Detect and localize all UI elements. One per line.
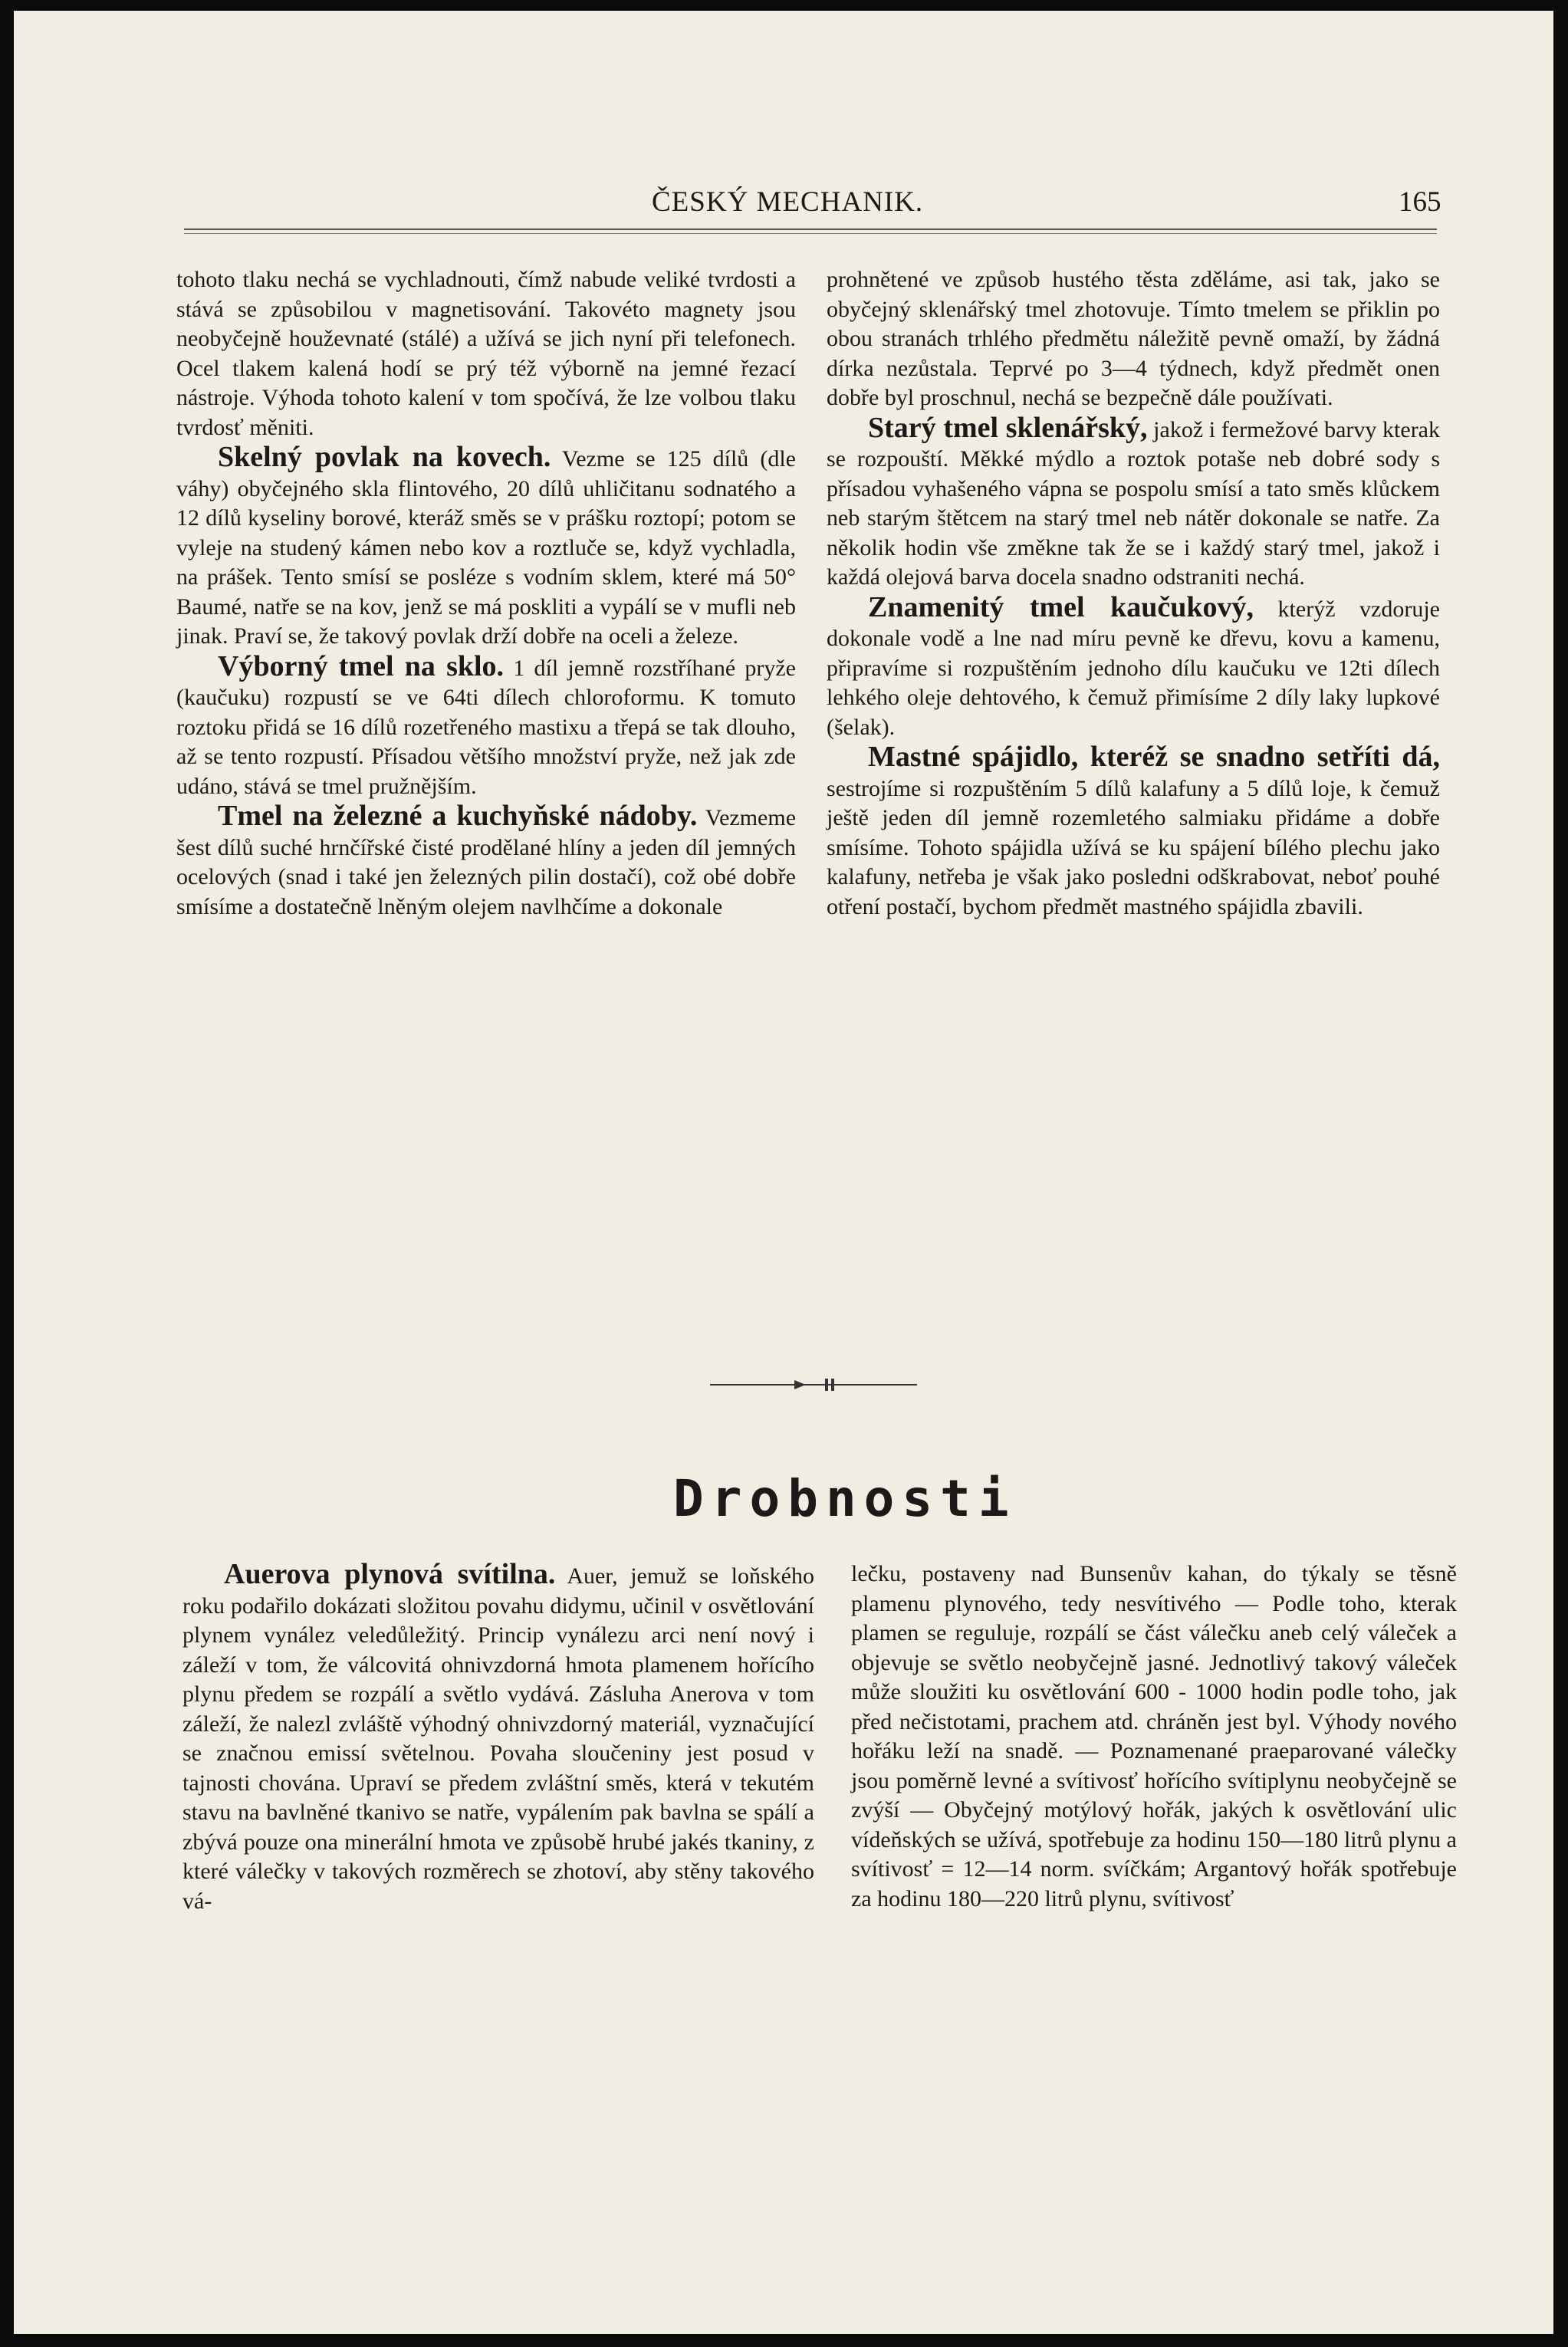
article-heading: Skelný povlak na kovech. [218, 441, 551, 473]
running-header: ČESKÝ MECHANIK. [652, 186, 924, 218]
article-skelny-povlak [176, 442, 796, 652]
article-tmel-nadoby [176, 801, 796, 922]
continued-paragraph: lečku, postaveny nad Bunsenův kahan, do týkaly se těsně plamenu plynového, tedy nesvítivého — Podle toho, kterak plamen se reguluje, rozpálí se část válečku aneb celý váleček a objevuje se světlo neobyčejně jasné. Jednotlivý takový váleček může sloužiti ku osvětlování 600 - 1000 hodin podle toho, jak před nečistotami, prachem atd. chráněn jest byl. Výhody nového hořáku leží na snadě. — Poznamenané praeparované válečky jsou poměrně levné a svítivosť hořícího svítiplynu neobyčejně se zvýší — Obyčejný motýlový hořák, jakých k osvětlování ulic vídeňských se užívá, spotřebuje za hodinu 150—180 litrů plynu a svítivosť = 12—14 norm. svíčkám; Argantový hořák spotřebuje za hodinu 180—220 litrů plynu, svítivosť [851, 1561, 1457, 1911]
page-number: 165 [1399, 186, 1441, 218]
article-body: Auer, jemuž se loňského roku podařilo dokázati složitou povahu didymu, učinil v osvětlování plynem vynález veledůležitý. Princip vynálezu arci není nový i záleží v tom, že válcovitá ohnivzdorná hmota plamenem hořícího plynu předem se rozpálí a světlo vydává. Zásluha Anerova v tom záleží, že nalezl zvláště výhodný ohnivzdorný materiál, vyznačující se značnou emissí světelnou. Povaha sloučeniny jest posud v tajnosti chována. Upraví se předem zvláštní směs, která v tekutém stavu na bavlněné tkanivo se natře, vypálením pak bavlna se spálí a zbývá pouze ona minerální hmota ve způsobě hrubé jakés tkaniny, z které válečky v takových rozměrech se zhotoví, aby stěny takového vá- [182, 1563, 814, 1914]
top-left-column [176, 265, 796, 922]
continued-paragraph: prohnětené ve způsob hustého těsta zděláme, asi tak, jako se obyčejný sklenářský tmel zhotovuje. Tímto tmelem se přiklin po obou stranách trhlého předmětu náležitě pevně omaží, by žádná dírka nezůstala. Teprvé po 3—4 týdnech, když předmět onen dobře byl proschnul, nechá se bezpečně dále používati. [827, 267, 1440, 410]
article-vyborny-tmel [176, 649, 796, 802]
article-body: 1 díl jemně rozstříhané pryže (kaučuku) rozpustí se ve 64ti dílech chloroformu. K tomuto roztoku přidá se 16 dílů rozetřeného mastixu a třepá se tak dlouho, až se tento rozpustí. Přísadou většího množství pryže, než jak zde udáno, stává se tmel pružnějším. [176, 655, 796, 799]
article-heading: Výborný tmel na sklo. [218, 649, 505, 682]
article-auerova-svitilna [182, 1560, 814, 1916]
article-heading: Starý tmel sklenářský, [868, 411, 1148, 444]
section-title: Drobnosti [673, 1469, 1017, 1528]
continued-paragraph: tohoto tlaku nechá se vychladnouti, čímž nabude veliké tvrdosti a stává se způsobilou v magnetisování. Takovéto magnety jsou neobyčejně houževnaté (stálé) a užívá se jich nyní při telefonech. Ocel tlakem kalená hodí se prý též výborně na jemné řezací nástroje. Výhoda tohoto kalení v tom spočívá, že lze volbou tlaku tvrdosť měniti. [176, 267, 796, 440]
article-tmel-kaucukovy [827, 590, 1440, 743]
header-rule [184, 228, 1437, 234]
document-page [14, 11, 1553, 2334]
article-body: Vezme se 125 dílů (dle váhy) obyčejného skla flintového, 20 dílů uhličitanu sodnatého a 12 dílů kyseliny borové, kteráž směs se v prášku roztopí; potom se vyleje na studený kámen nebo kov a roztluče se, když vychladla, na prášek. Tento smísí se posléze s vodním sklem, které má 50° Baumé, natře se na kov, jenž se má poskliti a vypálí se v mufli neb jinak. Praví se, že takový povlak drží dobře na oceli a železe. [176, 446, 796, 649]
article-body: kterýž vzdoruje dokonale vodě a lne nad míru pevně ke dřevu, kovu a kamenu, připravíme si rozpuštěním jednoho dílu kaučuku ve 12ti dílech lehkého oleje dehtového, k čemuž přimísíme 2 díly laky lupkové (šelak). [827, 596, 1440, 740]
top-right-column [827, 265, 1440, 922]
article-heading: Znamenitý tmel kaučukový, [868, 590, 1254, 623]
bottom-left-column [182, 1560, 814, 1916]
article-heading: Auerova plynová svítilna. [224, 1558, 556, 1590]
article-body: jakož i fermežové barvy kterak se rozpouští. Měkké mýdlo a roztok potaše neb dobré sody s přísadou vyhašeného vápna se pospolu smísí a tato směs klůckem neb starým štětcem na starý tmel neb nátěr dokonale se natře. Za několik hodin vše změkne tak že se i každý starý tmel, jakož i každá olejová barva docela snadno odstraniti nechá. [827, 416, 1440, 590]
article-body: Vezmeme šest dílů suché hrnčířské čisté prodělané hlíny a jeden díl jemných ocelových (snad i také jen železných pilin dostačí), což obé dobře smísíme a dostatečně lněným olejem navlhčíme a dokonale [176, 805, 797, 919]
article-heading: Mastné spájidlo, kteréž se snadno setříti dá, [868, 741, 1440, 773]
ornamental-divider [710, 1376, 917, 1394]
article-heading: Tmel na železné a kuchyňské nádoby. [218, 800, 698, 832]
bottom-right-column [851, 1560, 1457, 1914]
article-mastne-spajidlo [827, 742, 1440, 922]
article-body: sestrojíme si rozpuštěním 5 dílů kalafuny a 5 dílů loje, k čemuž ještě jeden díl jemně rozemletého salmiaku přidáme a dobře smísíme. Tohoto spájidla užívá se ku spájení bílého plechu jako kalafuny, netřeba je však jako posledni odškrabovat, neboť pouhé otření postačí, bychom předmět mastného spájidla zbavili. [827, 775, 1440, 919]
article-stary-tmel [827, 413, 1440, 593]
